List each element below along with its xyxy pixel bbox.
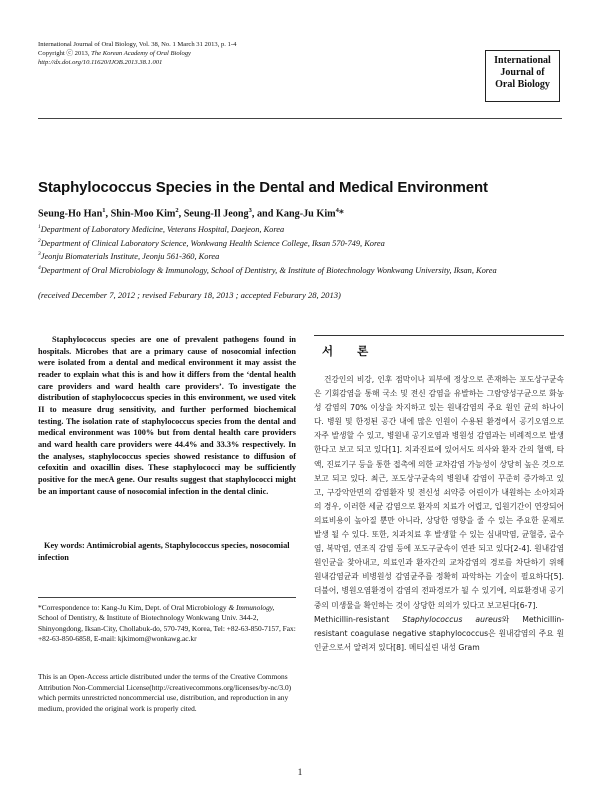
section-divider [314,335,564,336]
abstract [38,334,296,497]
intro-paragraph: 건강인의 비강, 인후 점막이나 피부에 정상으로 존재하는 포도상구균속은 기회감염을 통해 국소 및 전신 감염을 유발하는 그람양성구균으로 화농성 감염의 70% 이상을 차지하고 있는 원내감염의 주요 원인 균의 하나이다. 병원 및 한정된 공간 내에 많은 인원이 수용된 환경에서 공기오염으로 자주 발생할 수 있고, 병원내 공기오염과 병원성 감염과는 비례적으로 발생한다고 보고 되고 있다[1]. 치과진료에 있어서도 의사와 환자 간의 혈액, 타액, 진료기구 등을 통한 접촉에 의한 교차감염 가능성이 상당히 높은 것으로 보고 되고 있다. 최근, 포도상구균속의 병원내 감염이 꾸준히 증가하고 있고, 구강악안면의 감염환자 및 전신성 쇠약증 어린이가 내원하는 소아치과의 경우, 이러한 세균 감염으로 환자의 치료가 어렵고, 입원기간이 연장되어 의료비용이 높아질 뿐만 아니라, 상당한 영향을 줄 수 있는 주요한 문제로 발생 될 수 있다. 또한, 치과치료 후 발생할 수 있는 심내막염, 균혈증, 골수염, 복막염, 연조직 감염 등에 포도구균속이 연관 되고 있다[2-4]. 원내감염 원인균을 찾아내고, 의료인과 환자간의 교차감염의 경로를 차단하기 위해 원내감염균과 비병원성 감염균주를 정확히 파악하는 기술이 필요하다[5]. 더불어, 병원오염환경이 감염의 전파경로가 될 수 있기에, 의료환경내 공기 중의 미생물을 확인하는 것이 상당한 의의가 있다고 보고된다[6-7]. [314,375,564,610]
copyright-line: Copyright ⓒ 2013, The Korean Academy of Oral Biology [38,50,191,57]
keywords: Key words: Antimicrobial agents, Staphylococcus species, nosocomial infection [38,541,290,562]
doi-link[interactable]: http://dx.doi.org/10.11620/IJOB.2013.38.1.001 [38,59,163,66]
copyright-org: The Korean Academy of Oral Biology [91,50,191,57]
footnote-divider [38,597,296,598]
copyright-symbol: ⓒ [66,50,73,57]
header-divider [38,118,562,119]
correspondence-note: *Correspondence to: Kang-Ju Kim, Dept. of Oral Microbiology & Immunology, School of Dentistry, & Institute of Biotechnology Wonkwang Univ. 344-2, Shinyongdong, Iksan-City, Chollabuk-do, 570-749, Korea, Tel: +82-63-850-7157, Fax: +82-63-850-6858, E-mail: kjkimom@wonkawg.ac.kr [38,603,296,644]
author-name: Shin-Moo Kim [110,208,176,220]
journal-citation: International Journal of Oral Biology, Vol. 38, No. 1 March 31 2013, p. 1-4 [38,41,237,48]
author-name: Seung-Il Jeong [183,208,249,220]
journal-name-box: International Journal of Oral Biology [485,50,560,102]
introduction-body [314,373,564,655]
abstract-text: Staphylococcus species are one of prevalent pathogens found in hospitals. Microbes that are a primary cause of nosocomial infection were isolated from a dental and medical environment it may assist the reader to explain what this is and how it differs from the ‘dental health care providers and ward health care providers’. To investigate the distribution of staphylococcus species in this environment, we used vitek II to measure drug sensitivity, and further performed biochemical testing. The isolation rate of staphylococcus species from the dental and medical environment was 100% but from dental health care providers and ward health care providers were 44.4% and 33.3% respectively. In the analyses, staphylococcus species showed resistance to diffusion of cefoxitin and oxacillin dises. These staphylococci may be sufficiently positive for the mecA gene. Our results suggest that staphylococci might be an important cause of nosocomial infection in the dental clinic. [38,335,296,496]
affiliation: $^3$Jeonju Biomaterials Institute, Jeonju 561-360, Korea [38,251,220,261]
affiliation: $^4$Department of Oral Microbiology & Immunology, School of Dentistry, & Institute of Biotechnology Wonkwang University, Iksan, Korea [38,264,497,275]
intro-paragraph: Methicillin-resistant Staphylococcus aureus와 Methicillin-resistant coagulase negative staphylococcus은 원내감염의 주요 원인균으로서 알려져 있다[8]. 메티실린 내성 Gram [314,614,564,652]
author-name: Kang-Ju Kim [275,208,336,220]
affiliation: $^1$Department of Laboratory Medicine, Veterans Hospital, Daejeon, Korea [38,224,285,234]
license-note: This is an Open-Access article distributed under the terms of the Creative Commons Attribution Non-Commercial License(http://creativecommons.org/licenses/by-nc/3.0) which permits unrestricted noncommercial use, distribution, and reproduction in any medium, provided the original work is properly cited. [38,672,292,713]
author-list: Seung-Ho Han$^1$, Shin-Moo Kim$^2$, Seung-Il Jeong$^3$, and Kang-Ju Kim$^4$* [38,207,344,220]
article-history: (received December 7, 2012 ; revised Feburary 18, 2013 ; accepted Feburary 28, 2013) [38,290,341,300]
section-heading-introduction: 서 론 [322,344,379,358]
author-name: Seung-Ho Han [38,208,103,220]
page-number: 1 [297,768,303,778]
affiliation: $^2$Department of Clinical Laboratory Science, Wonkwang Health Science College, Iksan 570-749, Korea [38,237,385,248]
journal-citation-block [38,40,338,67]
affiliations [38,222,562,276]
article-title: Staphylococcus Species in the Dental and Medical Environment [38,179,488,196]
